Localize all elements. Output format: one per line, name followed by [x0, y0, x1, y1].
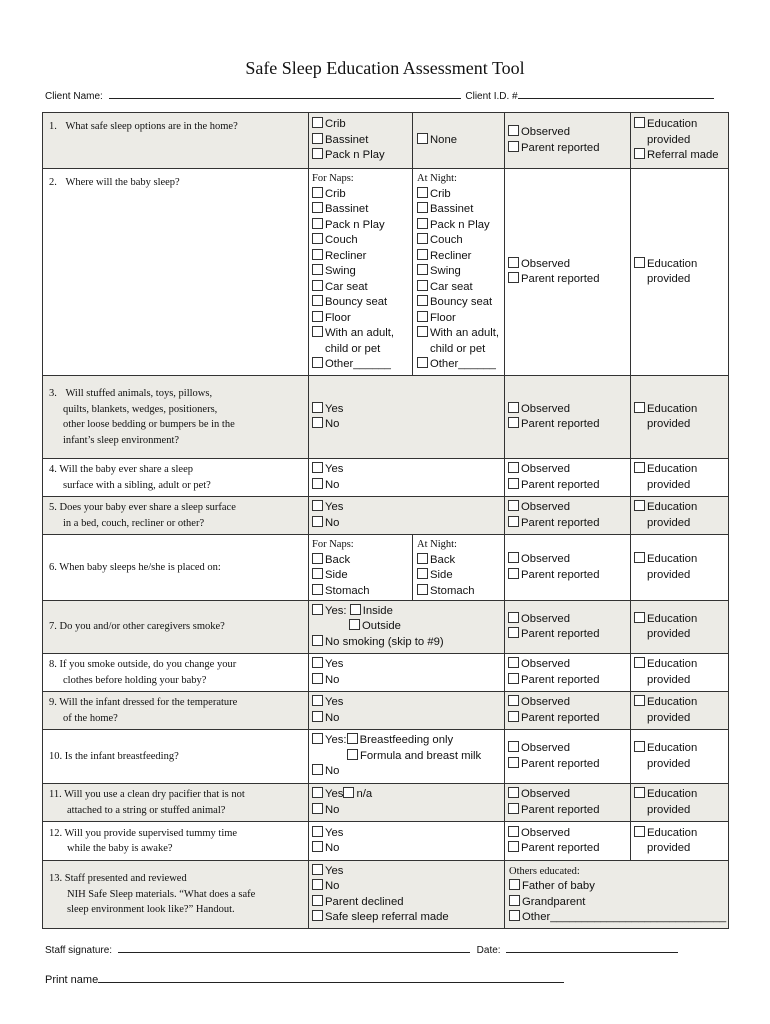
at-night-label: At Night:	[417, 539, 457, 550]
checkbox[interactable]	[508, 841, 519, 852]
answer-cell	[309, 497, 505, 535]
checkbox[interactable]	[634, 552, 645, 563]
checkbox[interactable]	[343, 787, 354, 798]
checkbox[interactable]	[634, 787, 645, 798]
checkbox[interactable]	[312, 202, 323, 213]
answer-cell	[309, 692, 505, 730]
education-provided-label: provided	[647, 711, 691, 724]
checkbox[interactable]	[312, 635, 323, 646]
night-other[interactable]: Other______	[417, 357, 500, 373]
night-crib[interactable]: Crib	[417, 187, 500, 203]
checkbox[interactable]	[508, 711, 519, 722]
observed-option[interactable]: Observed	[508, 787, 627, 803]
answer-cell	[309, 861, 505, 929]
client-id-field[interactable]	[518, 89, 714, 99]
checkbox[interactable]	[417, 568, 428, 579]
no-option[interactable]: No	[312, 478, 501, 494]
checkbox[interactable]	[634, 117, 645, 128]
question-row-4	[43, 459, 729, 497]
naps-swing[interactable]: Swing	[312, 264, 409, 280]
option-pack-n-play[interactable]: Pack n Play	[312, 148, 409, 164]
checkbox[interactable]	[349, 619, 360, 630]
checkbox[interactable]	[312, 787, 323, 798]
checkbox[interactable]	[312, 402, 323, 413]
parent-reported-option[interactable]: Parent reported	[508, 272, 627, 288]
answer-cell	[309, 601, 505, 654]
education-cell	[631, 459, 729, 497]
question-6: 6. When baby sleeps he/she is placed on:	[43, 535, 309, 601]
yes-option[interactable]: Yes	[312, 462, 501, 478]
print-name-field[interactable]	[98, 972, 564, 983]
naps-back[interactable]: Back	[312, 553, 409, 569]
question-2	[43, 169, 309, 376]
checkbox[interactable]	[508, 803, 519, 814]
question-row-11	[43, 784, 729, 822]
checkbox[interactable]	[417, 133, 428, 144]
checkbox[interactable]	[312, 187, 323, 198]
yes-option[interactable]: Yes	[312, 864, 501, 880]
breastfeeding-only-option[interactable]: Yes: Breastfeeding only	[312, 733, 501, 749]
night-stomach[interactable]: Stomach	[417, 584, 500, 600]
education-cell	[631, 535, 729, 601]
checkbox[interactable]	[508, 272, 519, 283]
checkbox[interactable]	[417, 280, 428, 291]
no-option[interactable]: No	[312, 711, 501, 727]
checkbox[interactable]	[508, 516, 519, 527]
yes-option[interactable]: Yes	[312, 657, 501, 673]
checkbox[interactable]	[312, 841, 323, 852]
answer-cell	[309, 113, 505, 169]
naps-bassinet[interactable]: Bassinet	[312, 202, 409, 218]
night-bouncy-seat[interactable]: Bouncy seat	[417, 295, 500, 311]
checkbox[interactable]	[508, 141, 519, 152]
checkbox[interactable]	[634, 402, 645, 413]
checkbox[interactable]	[312, 695, 323, 706]
date-label: Date:	[476, 945, 501, 956]
client-id-label: Client I.D. #	[465, 91, 518, 102]
verification-cell	[505, 692, 631, 730]
observed-option[interactable]: Observed	[508, 741, 627, 757]
question-text: Where will the baby sleep?	[65, 177, 180, 188]
no-option[interactable]: No	[312, 803, 501, 819]
education-option[interactable]: Education	[634, 657, 725, 673]
checkbox[interactable]	[312, 657, 323, 668]
checkbox[interactable]	[312, 764, 323, 775]
naps-car-seat[interactable]: Car seat	[312, 280, 409, 296]
verification-cell	[505, 601, 631, 654]
question-1	[43, 113, 309, 169]
checkbox[interactable]	[312, 553, 323, 564]
night-couch[interactable]: Couch	[417, 233, 500, 249]
education-cell	[631, 169, 729, 376]
question-row-9	[43, 692, 729, 730]
checkbox[interactable]	[312, 357, 323, 368]
for-naps-label: For Naps:	[312, 539, 354, 550]
education-option[interactable]: Education	[634, 117, 725, 133]
question-7: 7. Do you and/or other caregivers smoke?	[43, 601, 309, 654]
yes-na-option[interactable]: Yes n/a	[312, 787, 501, 803]
verification-cell	[505, 497, 631, 535]
parent-reported-option[interactable]: Parent reported	[508, 673, 627, 689]
question-8: 8. If you smoke outside, do you change your clothes before holding your baby?	[43, 654, 309, 692]
observed-option[interactable]: Observed	[508, 657, 627, 673]
answer-cell	[309, 376, 505, 459]
naps-with-adult[interactable]: With an adult,	[312, 326, 409, 342]
question-number: 2.	[49, 177, 57, 188]
observed-option[interactable]: Observed	[508, 552, 627, 568]
smoke-yes-inside[interactable]: Yes: Inside	[312, 604, 501, 620]
print-name-label: Print name	[45, 974, 99, 986]
checkbox[interactable]	[312, 117, 323, 128]
night-car-seat[interactable]: Car seat	[417, 280, 500, 296]
verification-cell	[505, 784, 631, 822]
observed-option[interactable]: Observed	[508, 826, 627, 842]
question-13: 13. Staff presented and reviewed NIH Safe Sleep materials. “What does a safe sleep environment look like?” Handout.	[43, 861, 309, 929]
parent-reported-option[interactable]: Parent reported	[508, 568, 627, 584]
no-smoking-option[interactable]: No smoking (skip to #9)	[312, 635, 501, 651]
question-9: 9. Will the infant dressed for the temperature of the home?	[43, 692, 309, 730]
date-field[interactable]	[506, 943, 678, 953]
observed-option[interactable]: Observed	[508, 125, 627, 141]
night-back[interactable]: Back	[417, 553, 500, 569]
naps-floor[interactable]: Floor	[312, 311, 409, 327]
checkbox[interactable]	[312, 311, 323, 322]
checkbox[interactable]	[312, 218, 323, 229]
verification-cell	[505, 376, 631, 459]
answer-cell	[309, 535, 505, 601]
education-option[interactable]: Education	[634, 826, 725, 842]
checkbox[interactable]	[312, 249, 323, 260]
no-option[interactable]: No	[312, 673, 501, 689]
education-cell	[631, 692, 729, 730]
education-provided-label: provided	[647, 568, 691, 581]
answer-cell	[309, 822, 505, 861]
checkbox[interactable]	[508, 627, 519, 638]
checkbox[interactable]	[312, 500, 323, 511]
education-cell	[631, 113, 729, 169]
education-option[interactable]: Education	[634, 402, 725, 418]
observed-option[interactable]: Observed	[508, 462, 627, 478]
answer-cell	[309, 654, 505, 692]
checkbox[interactable]	[312, 462, 323, 473]
for-naps-label: For Naps:	[312, 173, 354, 184]
checkbox[interactable]	[417, 218, 428, 229]
verification-cell	[505, 730, 631, 784]
checkbox[interactable]	[417, 357, 428, 368]
naps-bouncy-seat[interactable]: Bouncy seat	[312, 295, 409, 311]
checkbox[interactable]	[509, 879, 520, 890]
checkbox[interactable]	[508, 787, 519, 798]
education-option[interactable]: Education	[634, 257, 725, 273]
checkbox[interactable]	[508, 826, 519, 837]
checkbox[interactable]	[312, 864, 323, 875]
checkbox[interactable]	[417, 584, 428, 595]
client-name-label: Client Name:	[45, 91, 103, 102]
yes-option[interactable]: Yes	[312, 402, 501, 418]
night-recliner[interactable]: Recliner	[417, 249, 500, 265]
checkbox[interactable]	[417, 249, 428, 260]
education-option[interactable]: Education	[634, 462, 725, 478]
checkbox[interactable]	[312, 910, 323, 921]
education-provided-label: provided	[647, 418, 691, 430]
education-provided-label: provided	[647, 673, 691, 686]
checkbox[interactable]	[508, 741, 519, 752]
education-option[interactable]: Education	[634, 612, 725, 628]
checkbox[interactable]	[312, 826, 323, 837]
checkbox[interactable]	[417, 553, 428, 564]
checkbox[interactable]	[312, 233, 323, 244]
education-cell	[631, 730, 729, 784]
verification-cell	[505, 459, 631, 497]
night-side[interactable]: Side	[417, 568, 500, 584]
signature-row	[45, 943, 678, 956]
question-row-3	[43, 376, 729, 459]
checkbox[interactable]	[312, 133, 323, 144]
night-swing[interactable]: Swing	[417, 264, 500, 280]
checkbox[interactable]	[508, 125, 519, 136]
checkbox[interactable]	[312, 733, 323, 744]
naps-other[interactable]: Other______	[312, 357, 409, 373]
question-row-10	[43, 730, 729, 784]
parent-reported-option[interactable]: Parent reported	[508, 516, 627, 532]
verification-cell	[505, 169, 631, 376]
formula-option[interactable]: Formula and breast milk	[312, 749, 501, 765]
question-3: 3. Will stuffed animals, toys, pillows, quilts, blankets, wedges, positioners, other loose bedding or bumpers be in the infant’s sleep environment?	[43, 376, 309, 459]
education-cell	[631, 376, 729, 459]
others-educated-cell	[505, 861, 729, 929]
question-row-12	[43, 822, 729, 861]
question-text: What safe sleep options are in the home?	[65, 121, 238, 132]
naps-stomach[interactable]: Stomach	[312, 584, 409, 600]
no-option[interactable]: No	[312, 841, 501, 857]
referral-made-option[interactable]: Referral made	[634, 148, 725, 164]
naps-couch[interactable]: Couch	[312, 233, 409, 249]
checkbox[interactable]	[417, 311, 428, 322]
parent-reported-option[interactable]: Parent reported	[508, 757, 627, 773]
question-row-6	[43, 535, 729, 601]
question-5: 5. Does your baby ever share a sleep surface in a bed, couch, recliner or other?	[43, 497, 309, 535]
checkbox[interactable]	[312, 516, 323, 527]
answer-cell	[309, 459, 505, 497]
education-cell	[631, 784, 729, 822]
checkbox[interactable]	[634, 148, 645, 159]
education-option[interactable]: Education	[634, 787, 725, 803]
checkbox[interactable]	[634, 257, 645, 268]
checkbox[interactable]	[312, 148, 323, 159]
night-pack-n-play[interactable]: Pack n Play	[417, 218, 500, 234]
checkbox[interactable]	[508, 402, 519, 413]
checkbox[interactable]	[509, 910, 520, 921]
checkbox[interactable]	[508, 478, 519, 489]
checkbox[interactable]	[417, 326, 428, 337]
checkbox[interactable]	[508, 257, 519, 268]
option-crib[interactable]: Crib	[312, 117, 409, 133]
yes-option[interactable]: Yes	[312, 826, 501, 842]
checkbox[interactable]	[312, 584, 323, 595]
question-number: 1.	[49, 121, 57, 132]
question-row-7	[43, 601, 729, 654]
checkbox[interactable]	[508, 417, 519, 428]
checkbox[interactable]	[312, 326, 323, 337]
option-bassinet[interactable]: Bassinet	[312, 133, 409, 149]
yes-option[interactable]: Yes	[312, 695, 501, 711]
checkbox[interactable]	[312, 295, 323, 306]
naps-side[interactable]: Side	[312, 568, 409, 584]
education-option[interactable]: Education	[634, 552, 725, 568]
checkbox[interactable]	[347, 749, 358, 760]
page-title: Safe Sleep Education Assessment Tool	[245, 58, 525, 78]
no-option[interactable]: No	[312, 879, 501, 895]
observed-option[interactable]: Observed	[508, 695, 627, 711]
checkbox[interactable]	[508, 657, 519, 668]
parent-reported-option[interactable]: Parent reported	[508, 841, 627, 857]
referral-made-option[interactable]: Safe sleep referral made	[312, 910, 501, 926]
education-cell	[631, 654, 729, 692]
checkbox[interactable]	[347, 733, 358, 744]
naps-with-adult-continued: child or pet	[325, 342, 381, 355]
question-10: 10. Is the infant breastfeeding?	[43, 730, 309, 784]
education-option[interactable]: Education	[634, 741, 725, 757]
question-row-8	[43, 654, 729, 692]
education-provided-label: provided	[647, 842, 691, 854]
education-option[interactable]: Education	[634, 500, 725, 516]
verification-cell	[505, 822, 631, 861]
at-night-label: At Night:	[417, 173, 457, 184]
education-cell	[631, 601, 729, 654]
naps-pack-n-play[interactable]: Pack n Play	[312, 218, 409, 234]
checkbox[interactable]	[312, 673, 323, 684]
question-11: 11. Will you use a clean dry pacifier that is not attached to a string or stuffed animal?	[43, 784, 309, 822]
night-floor[interactable]: Floor	[417, 311, 500, 327]
checkbox[interactable]	[417, 295, 428, 306]
naps-recliner[interactable]: Recliner	[312, 249, 409, 265]
education-option[interactable]: Education	[634, 695, 725, 711]
observed-option[interactable]: Observed	[508, 500, 627, 516]
education-cell	[631, 822, 729, 861]
education-provided-label: provided	[647, 628, 691, 640]
option-none[interactable]: None	[417, 133, 457, 149]
education-provided-label: provided	[647, 757, 691, 770]
verification-cell	[505, 654, 631, 692]
checkbox[interactable]	[634, 741, 645, 752]
checkbox[interactable]	[312, 417, 323, 428]
education-provided-label: provided	[647, 273, 691, 285]
assessment-table	[42, 112, 729, 929]
checkbox[interactable]	[508, 500, 519, 511]
smoke-outside[interactable]: Outside	[312, 619, 501, 635]
parent-reported-option[interactable]: Parent reported	[508, 803, 627, 819]
checkbox[interactable]	[312, 604, 323, 615]
checkbox[interactable]	[417, 264, 428, 275]
checkbox[interactable]	[350, 604, 361, 615]
question-4: 4. Will the baby ever share a sleep surface with a sibling, adult or pet?	[43, 459, 309, 497]
verification-cell	[505, 535, 631, 601]
naps-crib[interactable]: Crib	[312, 187, 409, 203]
client-name-field[interactable]	[109, 89, 461, 99]
yes-option[interactable]: Yes	[312, 500, 501, 516]
answer-cell	[309, 169, 505, 376]
checkbox[interactable]	[634, 826, 645, 837]
education-provided-label: provided	[647, 803, 691, 816]
print-name-row	[45, 972, 564, 986]
night-with-adult[interactable]: With an adult,	[417, 326, 500, 342]
question-row-13	[43, 861, 729, 929]
checkbox[interactable]	[508, 462, 519, 473]
parent-reported-option[interactable]: Parent reported	[508, 417, 627, 433]
observed-option[interactable]: Observed	[508, 402, 627, 418]
checkbox[interactable]	[634, 657, 645, 668]
question-row-2	[43, 169, 729, 376]
education-cell	[631, 497, 729, 535]
answer-cell	[309, 784, 505, 822]
checkbox[interactable]	[312, 280, 323, 291]
question-12: 12. Will you provide supervised tummy time while the baby is awake?	[43, 822, 309, 861]
checkbox[interactable]	[417, 187, 428, 198]
parent-declined-option[interactable]: Parent declined	[312, 895, 501, 911]
checkbox[interactable]	[312, 568, 323, 579]
client-row	[45, 89, 714, 102]
parent-reported-option[interactable]: Parent reported	[508, 711, 627, 727]
parent-reported-option[interactable]: Parent reported	[508, 478, 627, 494]
checkbox[interactable]	[508, 612, 519, 623]
checkbox[interactable]	[508, 757, 519, 768]
checkbox[interactable]	[509, 895, 520, 906]
checkbox[interactable]	[417, 202, 428, 213]
question-row-5	[43, 497, 729, 535]
staff-signature-label: Staff signature:	[45, 945, 113, 956]
staff-signature-field[interactable]	[118, 943, 470, 953]
checkbox[interactable]	[634, 695, 645, 706]
checkbox[interactable]	[508, 552, 519, 563]
education-provided-label: provided	[647, 516, 691, 529]
checkbox[interactable]	[312, 478, 323, 489]
education-provided-label: provided	[647, 478, 691, 491]
verification-cell	[505, 113, 631, 169]
checkbox[interactable]	[634, 462, 645, 473]
no-option[interactable]: No	[312, 764, 501, 780]
checkbox[interactable]	[312, 895, 323, 906]
other-educated-option[interactable]: Other____________________________	[509, 910, 725, 926]
observed-option[interactable]: Observed	[508, 612, 627, 628]
checkbox[interactable]	[417, 233, 428, 244]
parent-reported-option[interactable]: Parent reported	[508, 627, 627, 643]
education-provided-label: provided	[647, 133, 691, 146]
no-option[interactable]: No	[312, 516, 501, 532]
checkbox[interactable]	[508, 695, 519, 706]
checkbox[interactable]	[312, 711, 323, 722]
checkbox[interactable]	[634, 612, 645, 623]
others-educated-label: Others educated:	[509, 865, 580, 877]
checkbox[interactable]	[634, 500, 645, 511]
checkbox[interactable]	[312, 803, 323, 814]
answer-cell	[309, 730, 505, 784]
no-option[interactable]: No	[312, 417, 501, 433]
checkbox[interactable]	[508, 568, 519, 579]
parent-reported-option[interactable]: Parent reported	[508, 141, 627, 157]
grandparent-option[interactable]: Grandparent	[509, 895, 725, 911]
checkbox[interactable]	[312, 264, 323, 275]
night-with-adult-continued: child or pet	[430, 342, 486, 355]
question-row-1	[43, 113, 729, 169]
checkbox[interactable]	[508, 673, 519, 684]
night-bassinet[interactable]: Bassinet	[417, 202, 500, 218]
observed-option[interactable]: Observed	[508, 257, 627, 273]
father-of-baby-option[interactable]: Father of baby	[509, 879, 725, 895]
checkbox[interactable]	[312, 879, 323, 890]
